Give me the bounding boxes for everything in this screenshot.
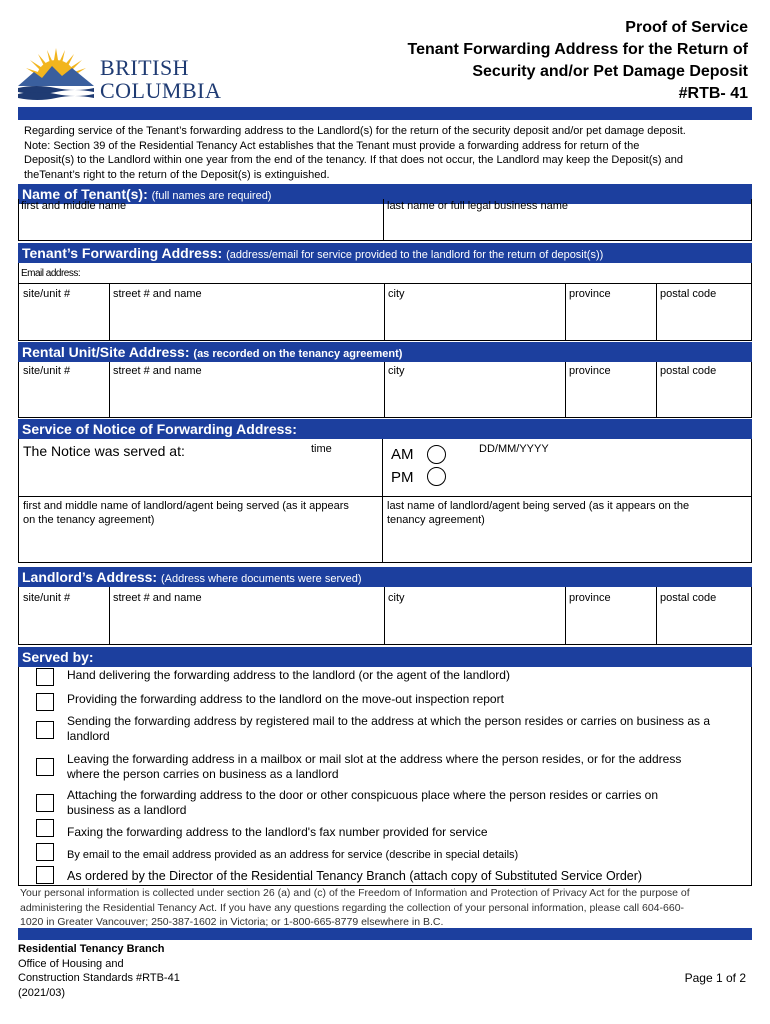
intro-line: Regarding service of the Tenant’s forwarding address to the Landlord(s) for the return of the security deposit and/or pet damage deposit. xyxy=(24,125,686,137)
footer-line: Construction Standards #RTB-41 xyxy=(18,972,180,984)
forwarding-address-heading: Tenant’s Forwarding Address: (address/email for service provided to the landlord for the return of deposit(s)) xyxy=(18,243,752,263)
divider xyxy=(109,283,110,340)
landlord-province-label: province xyxy=(569,592,611,604)
footer-line: Office of Housing and xyxy=(18,957,124,970)
divider xyxy=(19,283,752,284)
rental-site-label: site/unit # xyxy=(23,365,71,377)
privacy-line: Your personal information is collected under section 26 (a) and (c) of the Freedom of Information and Protection of Privacy Act for the purpose of xyxy=(20,887,690,899)
am-label: AM xyxy=(391,446,414,463)
tenant-name-heading: Name of Tenant(s): (full names are required) xyxy=(18,184,752,204)
fwd-street-label: street # and name xyxy=(113,288,202,300)
time-label: time xyxy=(311,443,332,455)
tenant-first-name-field[interactable] xyxy=(19,213,383,239)
checkbox-door[interactable] xyxy=(36,794,54,812)
service-notice-box xyxy=(18,439,752,563)
divider xyxy=(109,362,110,417)
tenant-last-name-field[interactable] xyxy=(384,213,752,239)
rental-city-label: city xyxy=(388,365,405,377)
option-registered-mail: Sending the forwarding address by registered mail to the address at which the person resides or carries on business as a landlord xyxy=(67,714,711,743)
option-email: By email to the email address provided as an address for service (describe in special details) xyxy=(67,849,519,861)
form-number: #RTB- 41 xyxy=(678,85,748,102)
landlord-address-heading: Landlord’s Address: (Address where documents were served) xyxy=(18,567,752,587)
intro-line: theTenant’s right to the return of the Deposit(s) is extinguished. xyxy=(24,168,330,181)
privacy-notice xyxy=(20,886,755,930)
divider xyxy=(382,439,383,496)
date-label: DD/MM/YYYY xyxy=(479,443,549,455)
fwd-city-label: city xyxy=(388,288,405,300)
checkbox-mailbox[interactable] xyxy=(36,758,54,776)
divider xyxy=(565,587,566,644)
landlord-postal-label: postal code xyxy=(660,592,717,604)
landlord-first-name-label: first and middle name of landlord/agent being served (as it appears on the tenancy agreement) xyxy=(23,500,349,526)
logo-text-columbia: COLUMBIA xyxy=(100,78,222,103)
footer-line: (2021/03) xyxy=(18,986,66,999)
divider xyxy=(382,496,383,562)
option-fax: Faxing the forwarding address to the landlord's fax number provided for service xyxy=(67,825,488,839)
rental-province-label: province xyxy=(569,365,611,377)
privacy-line: 1020 in Greater Vancouver; 250-387-1602 in Victoria; or 1-800-665-8779 elsewhere in B.C. xyxy=(20,916,444,928)
fwd-postal-label: postal code xyxy=(660,288,717,300)
landlord-address-box xyxy=(18,587,752,645)
tenant-first-name-label: first and middle name xyxy=(21,200,127,212)
fwd-province-label: province xyxy=(569,288,611,300)
divider xyxy=(384,587,385,644)
email-field[interactable] xyxy=(99,265,749,281)
branch-name: Residential Tenancy Branch xyxy=(18,943,165,955)
divider xyxy=(384,362,385,417)
tenant-name-box xyxy=(18,199,752,241)
intro-text xyxy=(24,124,752,182)
privacy-line: administering the Residential Tenancy Act. If you have any questions regarding the collection of your personal information, please call 604-660- xyxy=(20,901,685,914)
tenant-last-name-label: last name or full legal business name xyxy=(387,200,568,212)
header-divider-bar xyxy=(18,107,752,120)
option-mailbox: Leaving the forwarding address in a mailbox or mail slot at the address where the person resides, or for the address where the person carries on business as a landlord xyxy=(67,752,682,781)
rental-postal-label: postal code xyxy=(660,365,717,377)
rental-street-label: street # and name xyxy=(113,365,202,377)
title-line-3: Security and/or Pet Damage Deposit xyxy=(472,63,748,80)
checkbox-fax[interactable] xyxy=(36,819,54,837)
checkbox-director-order[interactable] xyxy=(36,866,54,884)
footer-branch xyxy=(18,942,180,1000)
landlord-site-label: site/unit # xyxy=(23,592,71,604)
footer-divider-bar xyxy=(18,928,752,940)
divider xyxy=(656,362,657,417)
logo-text-british: BRITISH xyxy=(100,55,190,80)
title-line-1: Proof of Service xyxy=(625,19,748,36)
service-notice-heading: Service of Notice of Forwarding Address: xyxy=(18,419,752,439)
divider xyxy=(565,283,566,340)
option-director-order: As ordered by the Director of the Residential Tenancy Branch (attach copy of Substituted Service Order) xyxy=(67,869,643,883)
intro-line: Note: Section 39 of the Residential Tenancy Act establishes that the Tenant must provide a forwarding address for return of the xyxy=(24,139,640,152)
divider xyxy=(384,283,385,340)
intro-line: Deposit(s) to the Landlord within one year from the end of the tenancy. If that does not occur, the Landlord may keep the Deposit(s) and xyxy=(24,154,683,166)
email-label: Email address: xyxy=(21,268,81,279)
page-number: Page 1 of 2 xyxy=(684,971,746,985)
checkbox-email[interactable] xyxy=(36,843,54,861)
landlord-city-label: city xyxy=(388,592,405,604)
forwarding-address-box xyxy=(18,263,752,341)
bc-logo xyxy=(16,42,226,102)
served-at-label: The Notice was served at: xyxy=(23,443,185,459)
pm-radio[interactable] xyxy=(427,467,446,486)
divider xyxy=(19,496,752,497)
checkbox-move-out-report[interactable] xyxy=(36,693,54,711)
served-by-heading: Served by: xyxy=(18,647,752,667)
title-line-2: Tenant Forwarding Address for the Return of xyxy=(407,41,748,58)
checkbox-registered-mail[interactable] xyxy=(36,721,54,739)
rental-address-heading: Rental Unit/Site Address: (as recorded on the tenancy agreement) xyxy=(18,342,752,362)
option-move-out-report: Providing the forwarding address to the landlord on the move-out inspection report xyxy=(67,692,504,706)
fwd-site-label: site/unit # xyxy=(23,288,71,300)
landlord-last-name-label: last name of landlord/agent being served (as it appears on the tenancy agreement) xyxy=(387,500,690,526)
divider xyxy=(109,587,110,644)
checkbox-hand-delivery[interactable] xyxy=(36,668,54,686)
am-radio[interactable] xyxy=(427,445,446,464)
divider xyxy=(565,362,566,417)
rental-address-box xyxy=(18,362,752,418)
form-title xyxy=(408,17,748,105)
landlord-street-label: street # and name xyxy=(113,592,202,604)
divider xyxy=(656,587,657,644)
option-hand-delivery: Hand delivering the forwarding address to the landlord (or the agent of the landlord) xyxy=(67,668,510,682)
bc-sun-mountains-icon xyxy=(16,42,96,102)
option-door: Attaching the forwarding address to the door or other conspicuous place where the person resides or carries on business as a landlord xyxy=(67,788,658,817)
divider xyxy=(656,283,657,340)
pm-label: PM xyxy=(391,469,414,486)
